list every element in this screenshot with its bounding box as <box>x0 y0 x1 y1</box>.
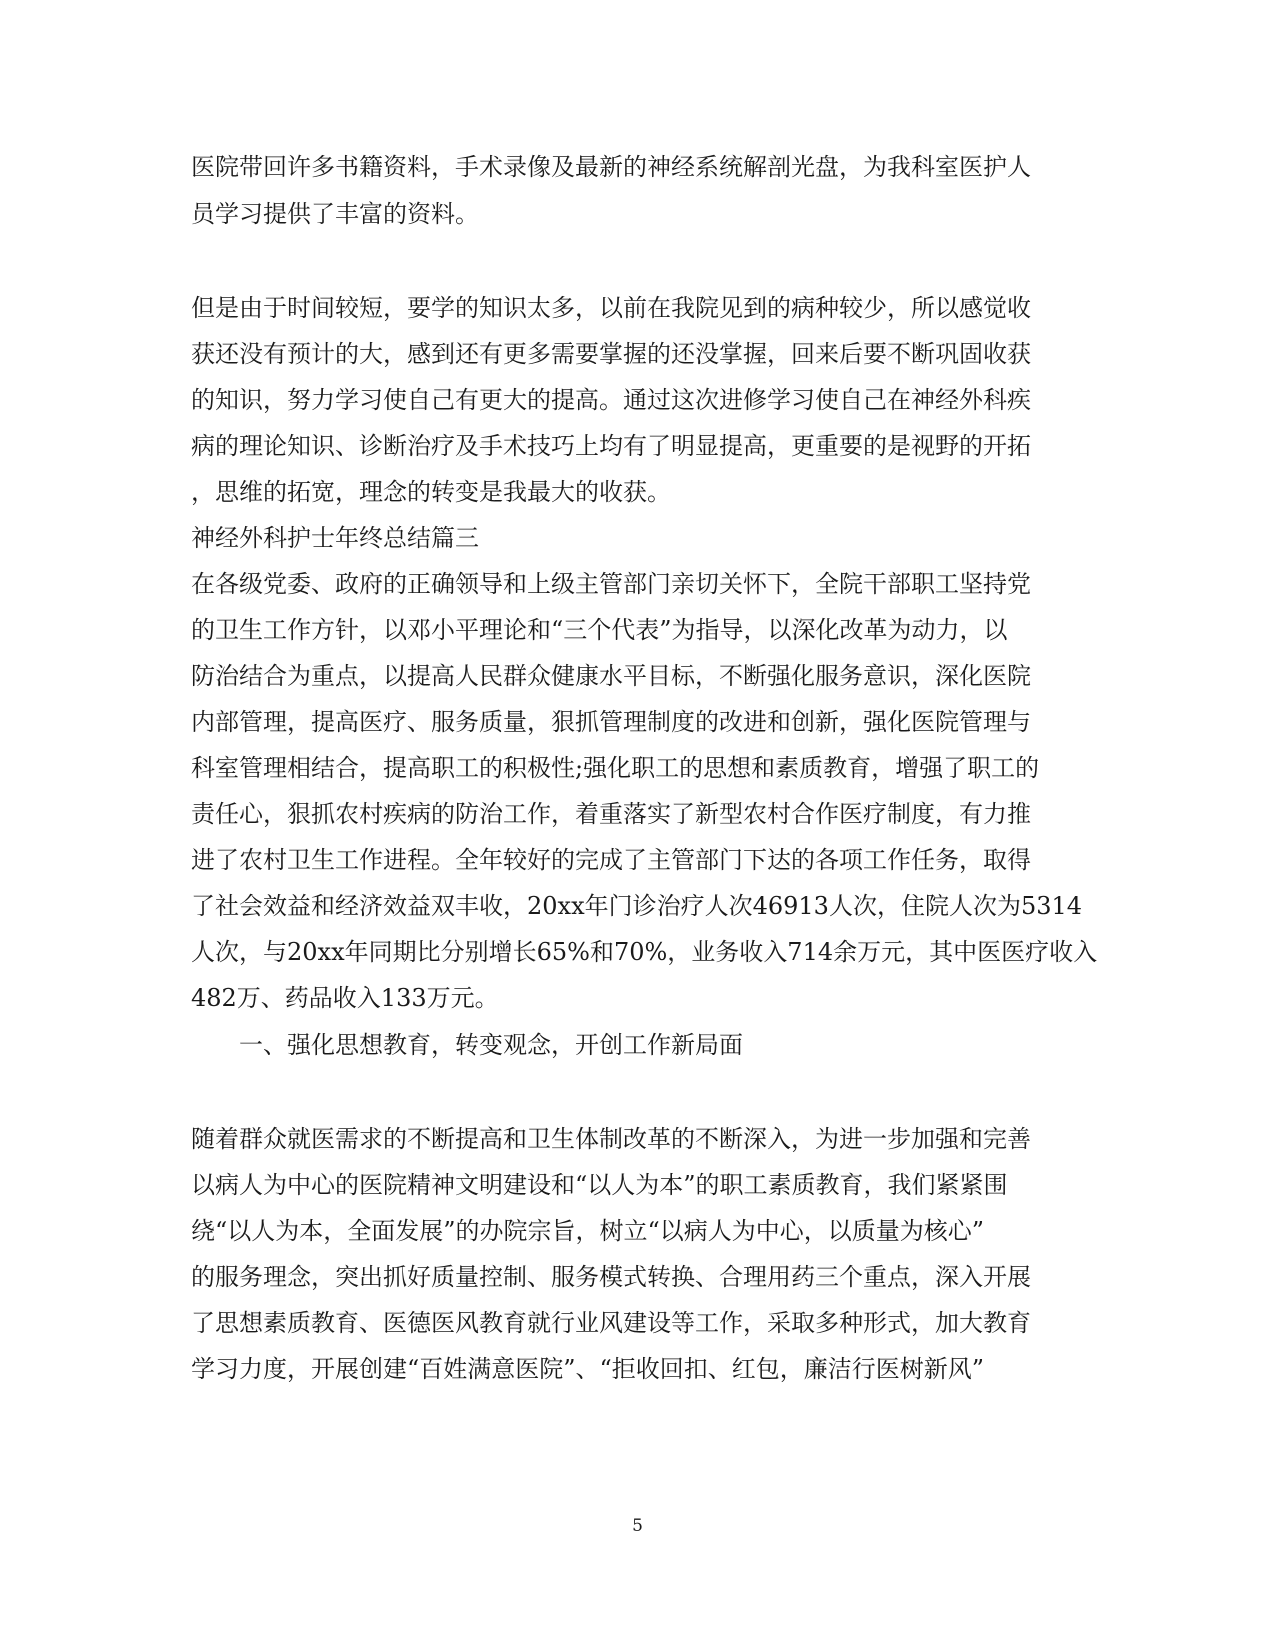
text-line: 了社会效益和经济效益双丰收，20xx年门诊治疗人次46913人次，住院人次为5314 <box>191 892 1083 920</box>
text-line: 在各级党委、政府的正确领导和上级主管部门亲切关怀下，全院干部职工坚持党 <box>191 570 1031 598</box>
text-line: 科室管理相结合，提高职工的积极性;强化职工的思想和素质教育，增强了职工的 <box>191 754 1040 782</box>
text-line: 了思想素质教育、医德医风教育就行业风建设等工作，采取多种形式，加大教育 <box>191 1309 1031 1337</box>
text-line: 随着群众就医需求的不断提高和卫生体制改革的不断深入，为进一步加强和完善 <box>191 1125 1031 1153</box>
section-title: 神经外科护士年终总结篇三 <box>191 524 479 552</box>
text-line: 人次，与20xx年同期比分别增长65%和70%，业务收入714余万元，其中医医疗收入 <box>191 938 1098 966</box>
text-line: 绕“以人为本，全面发展”的办院宗旨，树立“以病人为中心，以质量为核心” <box>191 1217 985 1245</box>
text-line: ，思维的拓宽，理念的转变是我最大的收获。 <box>191 478 671 506</box>
text-line: 责任心，狠抓农村疾病的防治工作，着重落实了新型农村合作医疗制度，有力推 <box>191 800 1031 828</box>
text-line: 但是由于时间较短，要学的知识太多，以前在我院见到的病种较少，所以感觉收 <box>191 294 1031 322</box>
section-heading: 一、强化思想教育，转变观念，开创工作新局面 <box>239 1031 743 1059</box>
text-line: 病的理论知识、诊断治疗及手术技巧上均有了明显提高，更重要的是视野的开拓 <box>191 432 1031 460</box>
text-line: 学习力度，开展创建“百姓满意医院”、“拒收回扣、红包，廉洁行医树新风” <box>191 1355 985 1383</box>
text-line: 的服务理念，突出抓好质量控制、服务模式转换、合理用药三个重点，深入开展 <box>191 1263 1031 1291</box>
text-line: 医院带回许多书籍资料，手术录像及最新的神经系统解剖光盘，为我科室医护人 <box>191 153 1031 181</box>
page-number: 5 <box>632 1516 643 1536</box>
text-line: 482万、药品收入133万元。 <box>191 984 499 1012</box>
text-line: 内部管理，提高医疗、服务质量，狠抓管理制度的改进和创新，强化医院管理与 <box>191 708 1031 736</box>
text-line: 防治结合为重点，以提高人民群众健康水平目标，不断强化服务意识，深化医院 <box>191 662 1031 690</box>
text-line: 的知识，努力学习使自己有更大的提高。通过这次进修学习使自己在神经外科疾 <box>191 386 1031 414</box>
text-line: 的卫生工作方针，以邓小平理论和“三个代表”为指导，以深化改革为动力，以 <box>191 616 1008 644</box>
text-line: 员学习提供了丰富的资料。 <box>191 200 479 228</box>
text-line: 获还没有预计的大，感到还有更多需要掌握的还没掌握，回来后要不断巩固收获 <box>191 340 1031 368</box>
text-line: 进了农村卫生工作进程。全年较好的完成了主管部门下达的各项工作任务，取得 <box>191 846 1031 874</box>
text-line: 以病人为中心的医院精神文明建设和“以人为本”的职工素质教育，我们紧紧围 <box>191 1171 1008 1199</box>
